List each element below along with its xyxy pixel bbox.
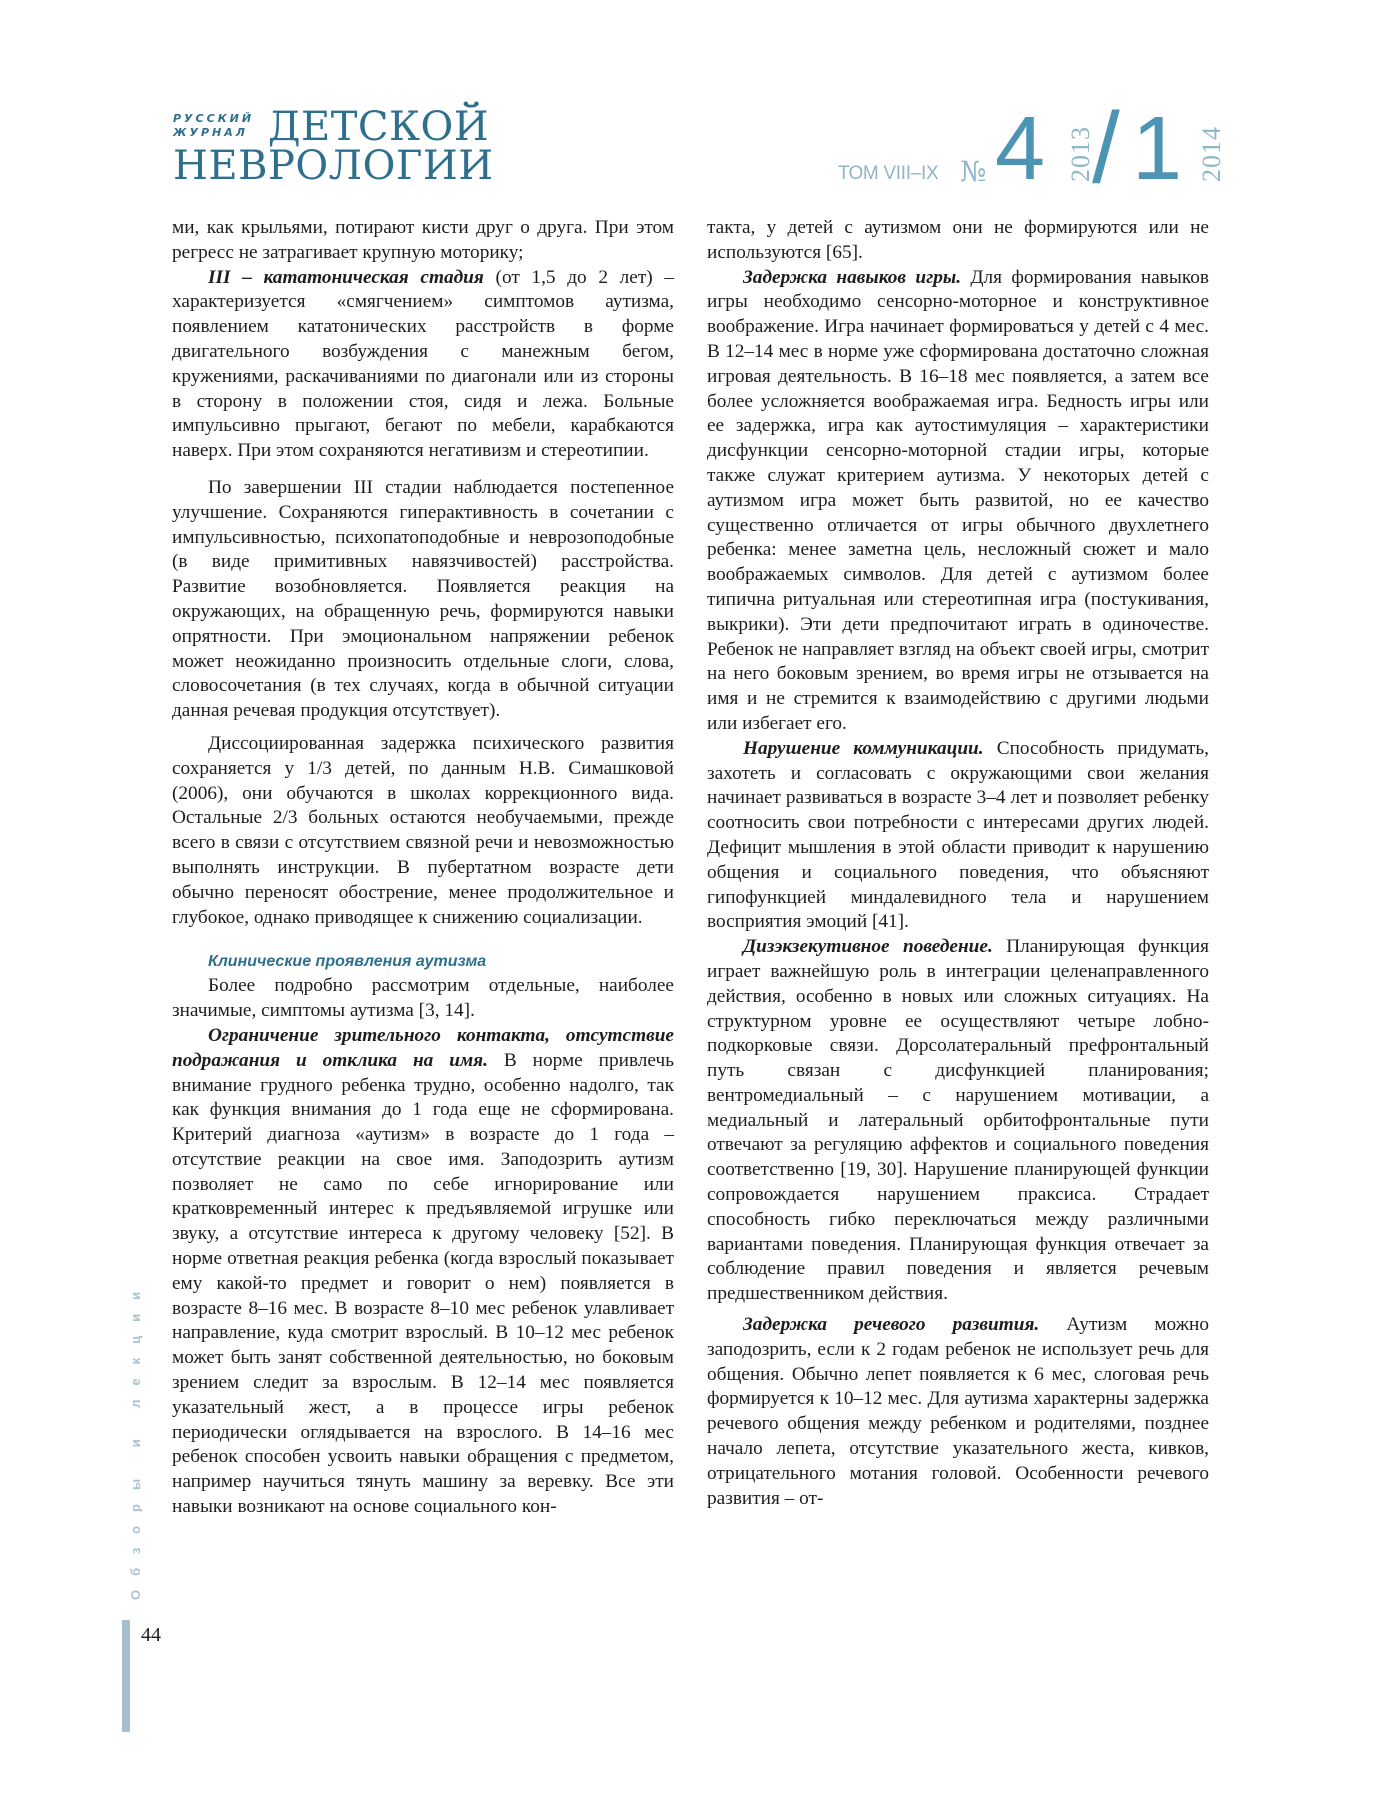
paragraph	[172, 1024, 674, 1520]
left-column	[172, 216, 674, 1520]
rail-bar	[122, 1620, 130, 1732]
paragraph-lead: Задержка речевого развития.	[743, 1314, 1040, 1336]
paragraph: ми, как крыльями, потирают кисти друг о друга. При этом регресс не затрагивает крупную моторику;	[172, 217, 674, 263]
paragraph-text: Для формирования навыков игры необходимо сенсорно-моторное и конструктивное воображение. Игра начинает формироваться у детей с 4 мес. В 12–14 мес в норме уже сформирована достаточно сложная игровая деятельность. В 16–18 мес появляется, а затем все более усложняется воображаемая игра. Бедность игры или ее задержка, игра как аутостимуляция – характеристики дисфункции сенсорно-моторной стадии игры, которые также служат критерием аутизма. У некоторых детей с аутизмом игра может быть развитой, но ее качество существенно отличается от игры обычного двухлетнего ребенка: менее заметна цель, несложный сюжет и мало воображаемых символов. Для детей с аутизмом более типична ритуальная или стереотипная игра (постукивания, выкрики). Эти дети предпочитают играть в одиночестве. Ребенок не направляет взгляд на объект своей игры, смотрит на него боковым зрением, во время игры не отзывается на имя и не стремится к взаимодействию с другими людьми или избегает его.	[707, 266, 1209, 734]
paragraph: такта, у детей с аутизмом они не формируются или не используются [65].	[707, 217, 1209, 263]
journal-title	[173, 104, 494, 189]
paragraph	[707, 266, 1209, 737]
right-column	[707, 216, 1209, 1511]
paragraph-text: Планирующая функция играет важнейшую роль в интеграции целенаправленного действия, особенно в новых или сложных ситуациях. На структурном уровне ее осуществляют четыре лобно-подкорковые связи. Дорсолатеральный префронтальный путь связан с дисфункцией планирования; вентромедиальный – с нарушением мотивации, а медиальный и латеральный орбитофронтальные пути отвечают за регуляцию аффектов и социального поведения соответственно [19, 30]. Нарушение планирующей функции сопровождается нарушением праксиса. Страдает способность гибко переключаться между различными вариантами поведения. Планирующая функция отвечает за соблюдение правил поведения и является речевым предшественником действия.	[707, 936, 1209, 1305]
issue-number-a: 4	[995, 99, 1046, 199]
paragraph	[707, 935, 1209, 1307]
paragraph: Диссоциированная задержка психического развития сохраняется у 1/3 детей, по данным Н.В. Симашковой (2006), они обучаются в школах коррекционного вида. Остальные 2/3 больных остаются необучаемыми, прежде всего в связи с отсутствием связной речи и невозможностью выполнять инструкции. В пубертатном возрасте дети обычно переносят обострение, менее продолжительное и глубокое, однако приводящее к снижению социализации.	[172, 732, 674, 928]
section-rail-label: Обзоры и лекции	[128, 1277, 143, 1600]
year-b: 2014	[1197, 126, 1226, 182]
paragraph-lead: Нарушение коммуникации.	[743, 737, 984, 759]
section-heading: Клинические проявления аутизма	[208, 953, 487, 971]
paragraph-text: (от 1,5 до 2 лет) – характеризуется «смягчением» симптомов аутизма, появлением кататонических расстройств в форме двигательного возбуждения с манежным бегом, кружениями, раскачиваниями по диагонали или из стороны в сторону в положении стоя, сидя и лежа. Больные импульсивно прыгают, бегают по мебели, карабкаются наверх. При этом сохраняются негативизм и стереотипии.	[172, 266, 675, 462]
year-a: 2013	[1066, 126, 1095, 182]
paragraph	[707, 737, 1209, 935]
journal-title-line2: НЕВРОЛОГИИ	[173, 143, 494, 189]
paragraph-text: Способность придумать, захотеть и согласовать с окружающими свои желания начинает развиваться в возрасте 3–4 лет и позволяет ребенку соотносить свои потребности с интересами других людей. Дефицит мышления в этой области приводит к нарушению общения и социального поведения, что объясняют гипофункцией миндалевидного тела и нарушением восприятия эмоций [41].	[707, 737, 1210, 933]
page-number: 44	[141, 1624, 161, 1646]
paragraph-lead: Задержка навыков игры.	[743, 266, 962, 288]
paragraph	[707, 1313, 1209, 1511]
issue-number-b: 1	[1132, 99, 1183, 199]
journal-small-title: РУССКИЙ ЖУРНАЛ	[173, 112, 255, 139]
paragraph-text: Аутизм можно заподозрить, если к 2 годам ребенок не использует речь для общения. Обычно лепет появляется к 6 мес, слоговая речь формируется к 10–12 мес. Для аутизма характерны задержка речевого общения между ребенком и родителями, позднее начало лепета, отсутствие указательного жеста, кивков, отрицательного мотания головой. Особенности речевого развития – от-	[707, 1314, 1209, 1509]
volume-label: ТОМ VIII–IX	[838, 163, 939, 184]
paragraph	[172, 266, 674, 464]
paragraph-lead: Дизэкзекутивное поведение.	[743, 936, 993, 958]
journal-title-line1: ДЕТСКОЙ	[268, 104, 490, 150]
paragraph: По завершении III стадии наблюдается постепенное улучшение. Сохраняются гиперактивность в сочетании с импульсивностью, психопатоподобные и неврозоподобные (в виде примитивных навязчивостей) расстройства. Развитие возобновляется. Появляется реакция на окружающих, на обращенную речь, формируются навыки опрятности. При эмоциональном напряжении ребенок может неожиданно произносить отдельные слоги, слова, словосочетания (в тех случаях, когда в обычной ситуации данная речевая продукция отсутствует).	[172, 476, 674, 722]
paragraph: Более подробно рассмотрим отдельные, наиболее значимые, симптомы аутизма [3, 14].	[172, 975, 674, 1022]
paragraph-lead: III – кататоническая стадия	[208, 266, 484, 288]
issue-slash: /	[1092, 92, 1120, 204]
paragraph-text: В норме привлечь внимание грудного ребенка трудно, особенно надолго, так как функция внимания до 1 года еще не сформирована. Критерий диагноза «аутизм» в возрасте до 1 года – отсутствие реакции на свое имя. Заподозрить аутизм позволяет не само по себе игнорирование или кратковременный интерес к предъявляемой игрушке или звуку, а отсутствие интереса к другому человеку [52]. В норме ответная реакция ребенка (когда взрослый показывает ему какой-то предмет и говорит о нем) появляется в возрасте 8–16 мес. В возрасте 8–10 мес ребенок улавливает направление, куда смотрит взрослый. В 10–12 мес ребенок может быть занят собственной деятельностью, но боковым зрением следит за взрослым. В 12–14 мес появляется указательный жест, а в процессе игры ребенок периодически оглядывается на взрослого. В 14–16 мес ребенок способен усвоить навыки обращения с предметом, например научиться тянуть машину за веревку. Все эти навыки возникают на основе социального кон-	[172, 1049, 674, 1518]
number-sign: №	[960, 155, 987, 188]
paragraph-lead: Ограничение зрительного контакта, отсутствие подражания и отклика на имя.	[172, 1024, 674, 1071]
